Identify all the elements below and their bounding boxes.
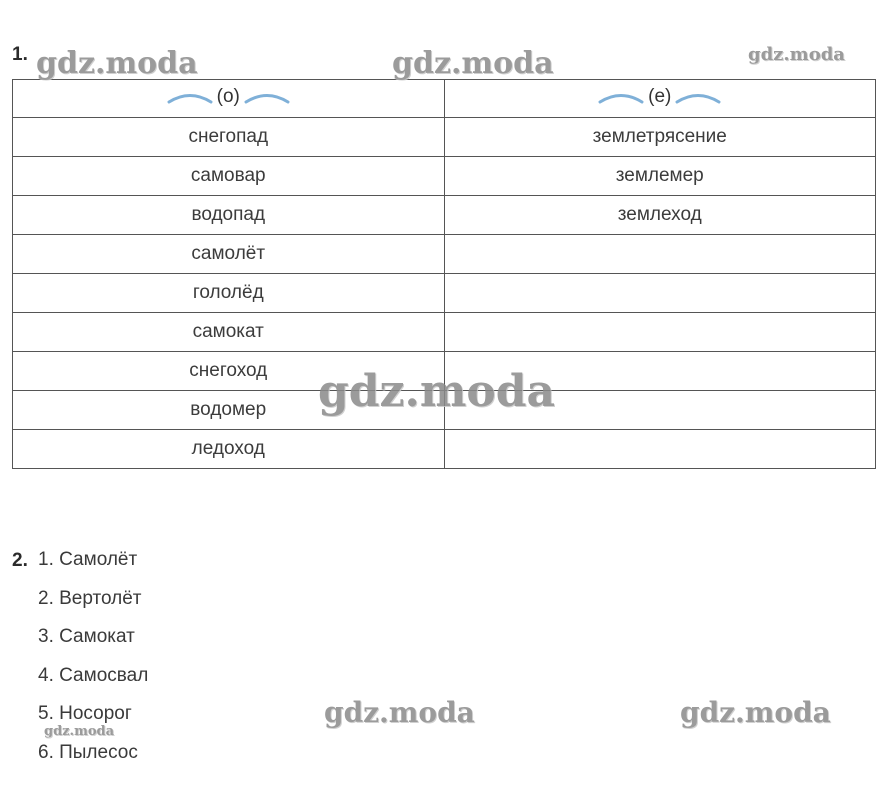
task-1-number: 1. xyxy=(12,44,28,65)
word-o: снегоход xyxy=(13,352,445,391)
word-o: ледоход xyxy=(13,430,445,469)
table-row xyxy=(13,196,876,235)
list-item: 4. Самосвал xyxy=(38,664,149,686)
table-row xyxy=(13,430,876,469)
word-o: самолёт xyxy=(13,235,445,274)
word-e: землемер xyxy=(444,157,876,196)
watermark: gdz.moda xyxy=(36,46,198,81)
word-e xyxy=(444,430,876,469)
watermark: gdz.moda xyxy=(324,696,475,729)
list-item: 5. Носорог xyxy=(38,703,132,724)
table-header-row xyxy=(13,80,876,118)
word-e xyxy=(444,235,876,274)
table-row xyxy=(13,313,876,352)
table-row xyxy=(13,157,876,196)
header-o xyxy=(13,80,445,118)
word-o: самокат xyxy=(13,313,445,352)
answer-list xyxy=(38,547,148,778)
list-item: 2. Вертолёт xyxy=(38,587,142,609)
word-o: самовар xyxy=(13,157,445,196)
word-o: водопад xyxy=(13,196,445,235)
table-row xyxy=(13,274,876,313)
watermark: gdz.moda xyxy=(392,46,554,81)
word-e: землетрясение xyxy=(444,118,876,157)
header-o-label: (о) xyxy=(216,86,240,107)
word-o: водомер xyxy=(13,391,445,430)
watermark: gdz.moda xyxy=(44,724,115,739)
word-o: снегопад xyxy=(13,118,445,157)
word-o: гололёд xyxy=(13,274,445,313)
root-arc-icon xyxy=(167,89,213,105)
list-item: 1. Самолёт xyxy=(38,549,138,570)
word-e xyxy=(444,313,876,352)
list-item: 6. Пылесос xyxy=(38,741,138,763)
header-e xyxy=(444,80,876,118)
table-row xyxy=(13,235,876,274)
list-item: 3. Самокат xyxy=(38,626,135,647)
watermark: gdz.moda xyxy=(680,696,831,729)
watermark: gdz.moda xyxy=(748,44,845,65)
root-arc-icon xyxy=(675,89,721,105)
word-e: землеход xyxy=(444,196,876,235)
word-e xyxy=(444,274,876,313)
header-e-label: (е) xyxy=(648,86,672,107)
table-row xyxy=(13,118,876,157)
root-arc-icon xyxy=(244,89,290,105)
task-2-number: 2. xyxy=(12,550,28,571)
root-arc-icon xyxy=(598,89,644,105)
watermark: gdz.moda xyxy=(318,366,556,417)
